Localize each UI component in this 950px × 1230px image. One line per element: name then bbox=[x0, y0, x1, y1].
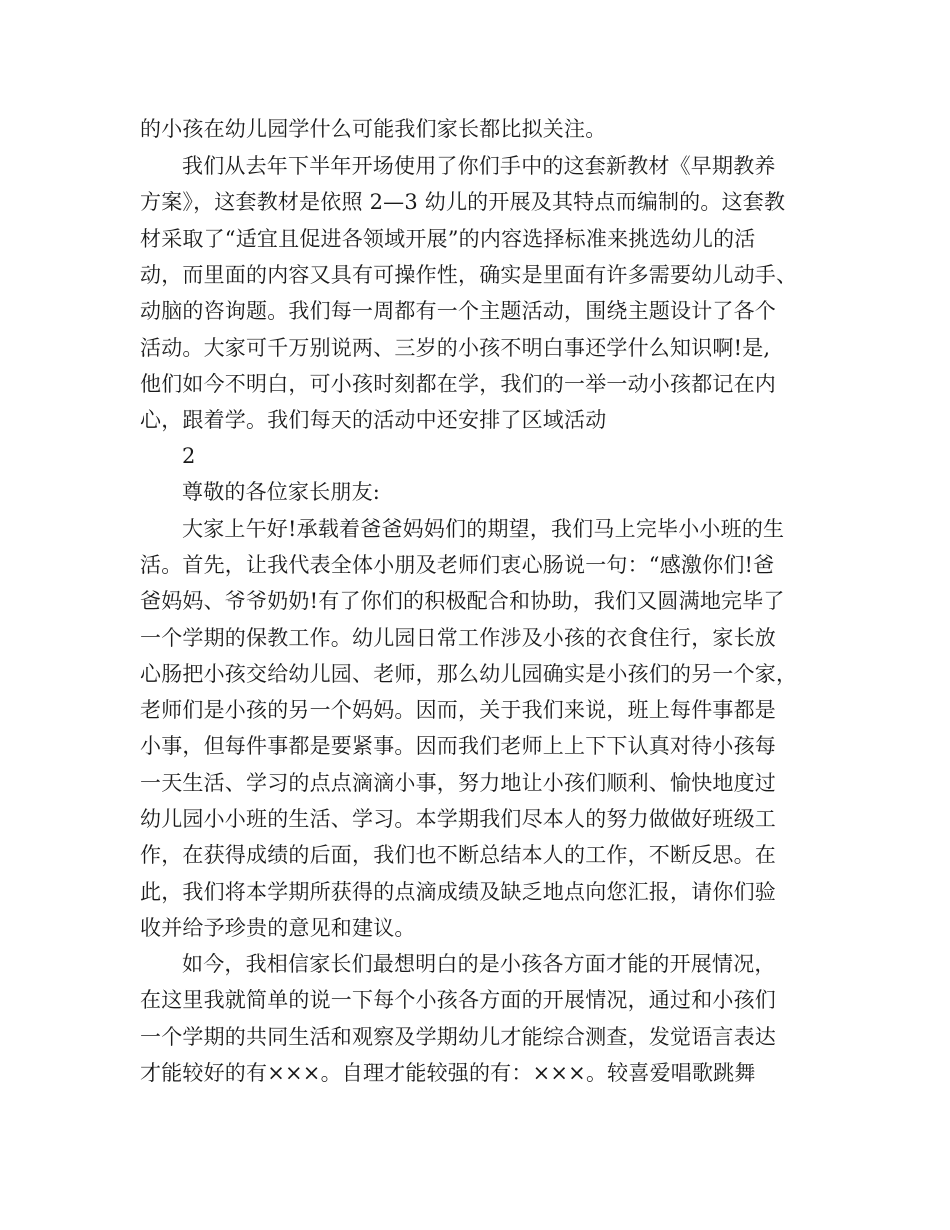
text-line: 动，而里面的内容又具有可操作性，确实是里面有许多需要幼儿动手、 bbox=[140, 263, 798, 287]
paragraph-start-line: 大家上午好!承载着爸爸妈妈们的期望，我们马上完毕小小班的生 bbox=[182, 517, 785, 541]
text-line: 活。首先，让我代表全体小朋及老师们衷心肠说一句：“感激你们!爸 bbox=[140, 553, 775, 577]
text-line: 作，在获得成绩的后面，我们也不断总结本人的工作，不断反思。在 bbox=[140, 843, 776, 867]
text-line: 心肠把小孩交给幼儿园、老师，那么幼儿园确实是小孩们的另一个家， bbox=[140, 662, 798, 686]
text-line: 心，跟着学。我们每天的活动中还安排了区域活动 bbox=[140, 408, 607, 432]
text-line: 老师们是小孩的另一个妈妈。因而，关于我们来说，班上每件事都是 bbox=[140, 698, 776, 722]
text-line: 方案》，这套教材是依照 2—3 幼儿的开展及其特点而编制的。这套教 bbox=[140, 190, 786, 214]
text-line: 收并给予珍贵的意见和建议。 bbox=[140, 916, 416, 940]
text-line: 活动。大家可千万别说两、三岁的小孩不明白事还学什么知识啊!是, bbox=[140, 336, 771, 360]
text-line: 他们如今不明白，可小孩时刻都在学，我们的一举一动小孩都记在内 bbox=[140, 372, 776, 396]
paragraph-start-line: 如今，我相信家长们最想明白的是小孩各方面才能的开展情况， bbox=[182, 952, 776, 976]
text-line: 才能较好的有×××。自理才能较强的有：×××。较喜爱唱歌跳舞 bbox=[140, 1061, 756, 1085]
text-line: 材采取了“适宜且促进各领域开展”的内容选择标准来挑选幼儿的活 bbox=[140, 227, 756, 251]
text-line: 一个学期的共同生活和观察及学期幼儿才能综合测查，发觉语言表达 bbox=[140, 1025, 776, 1049]
text-line: 小事，但每件事都是要紧事。因而我们老师上上下下认真对待小孩每 bbox=[140, 734, 776, 758]
text-line: 在这里我就简单的说一下每个小孩各方面的开展情况，通过和小孩们 bbox=[140, 988, 776, 1012]
text-line: 的小孩在幼儿园学什么可能我们家长都比拟关注。 bbox=[140, 117, 607, 141]
section-number: 2 bbox=[182, 444, 196, 468]
text-line: 爸妈妈、爷爷奶奶!有了你们的积极配合和协助，我们又圆满地完毕了 bbox=[140, 589, 785, 613]
salutation: 尊敬的各位家长朋友: bbox=[182, 480, 381, 504]
text-line: 此，我们将本学期所获得的点滴成绩及缺乏地点向您汇报，请你们验 bbox=[140, 880, 776, 904]
text-line: 一天生活、学习的点点滴滴小事，努力地让小孩们顺利、愉快地度过 bbox=[140, 771, 776, 795]
text-line: 动脑的咨询题。我们每一周都有一个主题活动，围绕主题设计了各个 bbox=[140, 299, 776, 323]
text-line: 幼儿园小小班的生活、学习。本学期我们尽本人的努力做做好班级工 bbox=[140, 807, 776, 831]
text-line: 一个学期的保教工作。幼儿园日常工作涉及小孩的衣食住行，家长放 bbox=[140, 626, 776, 650]
paragraph-start-line: 我们从去年下半年开场使用了你们手中的这套新教材《早期教养 bbox=[182, 154, 776, 178]
